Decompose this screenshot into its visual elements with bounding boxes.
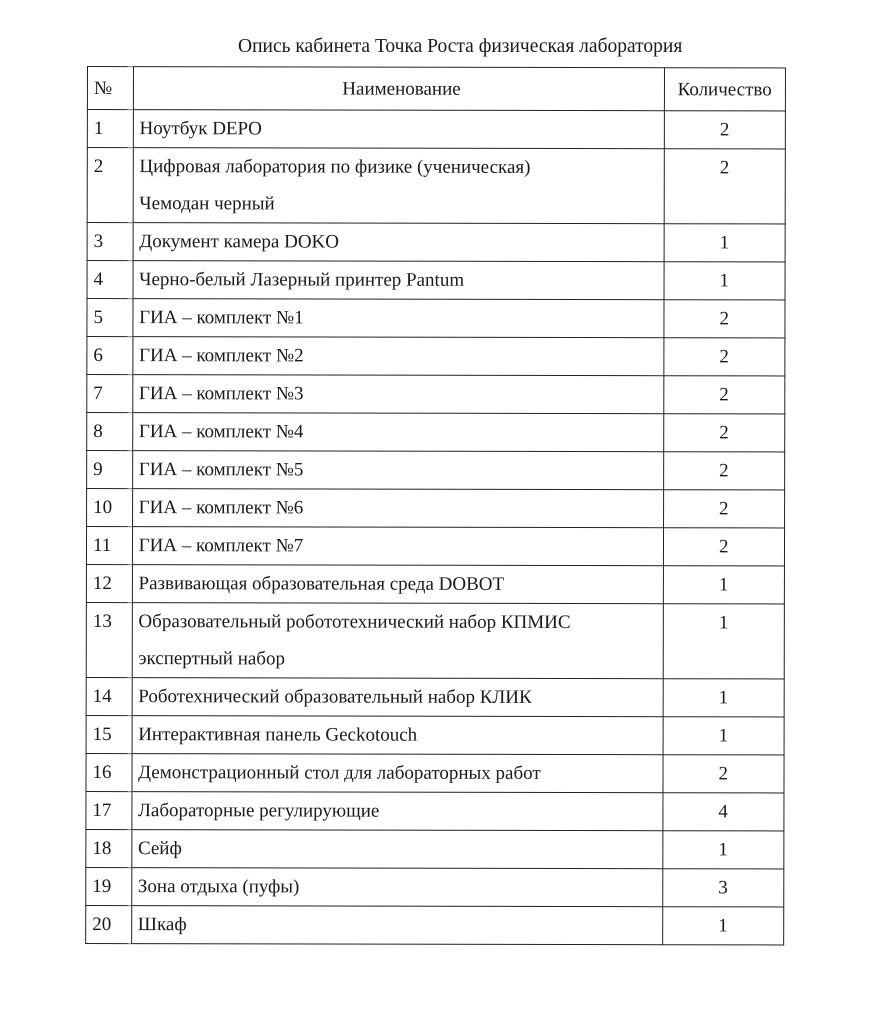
table-row xyxy=(86,602,784,678)
row-number: 17 xyxy=(86,791,132,829)
item-quantity: 1 xyxy=(663,604,785,679)
table-row xyxy=(86,905,784,944)
item-name-line: Образовательный робототехнический набор КПМИС xyxy=(138,611,571,634)
item-name: Развивающая образовательная среда DOBOT xyxy=(132,565,663,604)
row-number: 16 xyxy=(86,753,132,791)
item-quantity: 2 xyxy=(663,414,785,452)
table-row xyxy=(87,489,785,528)
item-name: ГИА – комплект №5 xyxy=(132,451,663,490)
item-name: Интерактивная панель Geckotouch xyxy=(132,716,663,755)
item-quantity: 1 xyxy=(662,831,784,869)
item-name-line: экспертный набор xyxy=(138,648,286,670)
table-row xyxy=(87,451,785,490)
inventory-table xyxy=(85,66,786,945)
item-name: ГИА – комплект №7 xyxy=(132,527,663,566)
item-name: ГИА – комплект №6 xyxy=(132,489,663,528)
item-quantity: 1 xyxy=(664,262,786,300)
item-quantity: 2 xyxy=(663,490,785,528)
row-number: 3 xyxy=(87,223,133,261)
item-name: Ноутбук DEPO xyxy=(133,110,664,149)
item-name: Сейф xyxy=(131,830,662,869)
item-name xyxy=(132,603,663,679)
item-quantity: 1 xyxy=(664,224,786,262)
item-quantity: 1 xyxy=(663,717,785,755)
item-name: Шкаф xyxy=(131,906,662,945)
item-quantity: 2 xyxy=(663,300,785,338)
item-name: Документ камера DOKO xyxy=(133,223,664,262)
item-name: ГИА – комплект №2 xyxy=(132,337,663,376)
document-title: Опись кабинета Точка Роста физическая лаборатория xyxy=(238,36,683,57)
item-quantity: 2 xyxy=(664,149,786,224)
item-quantity: 1 xyxy=(662,907,784,945)
table-row xyxy=(86,677,784,716)
item-name: Лабораторные регулирующие xyxy=(132,792,663,831)
item-quantity: 2 xyxy=(663,528,785,566)
item-name: Роботехнический образовательный набор КЛИК xyxy=(132,678,663,717)
row-number: 18 xyxy=(86,829,132,867)
table-row xyxy=(86,753,784,792)
row-number: 15 xyxy=(86,715,132,753)
table-row xyxy=(87,413,785,452)
table-row xyxy=(86,564,784,603)
item-name: Демонстрационный стол для лабораторных работ xyxy=(132,754,663,793)
item-name-line: Цифровая лаборатория по физике (ученическая) xyxy=(139,156,531,178)
row-number: 12 xyxy=(86,564,132,602)
table-row xyxy=(86,867,784,906)
row-number: 8 xyxy=(87,413,133,451)
table-header-row xyxy=(87,67,785,111)
table-row xyxy=(87,148,785,224)
item-name: ГИА – комплект №4 xyxy=(132,413,663,452)
header-quantity: Количество xyxy=(664,68,786,111)
row-number: 2 xyxy=(87,148,133,223)
table-row xyxy=(86,829,784,868)
item-name-line: Чемодан черный xyxy=(139,193,275,215)
row-number: 6 xyxy=(87,337,133,375)
item-quantity: 4 xyxy=(662,793,784,831)
item-quantity: 3 xyxy=(662,869,784,907)
item-quantity: 2 xyxy=(664,111,786,149)
table-row xyxy=(87,375,785,414)
header-number: № xyxy=(87,67,133,110)
item-quantity: 1 xyxy=(663,566,785,604)
header-name: Наименование xyxy=(133,67,664,111)
item-name: Черно-белый Лазерный принтер Pantum xyxy=(133,261,664,300)
table-row xyxy=(86,791,784,830)
item-quantity: 1 xyxy=(663,679,785,717)
row-number: 5 xyxy=(87,299,133,337)
row-number: 19 xyxy=(86,867,132,905)
row-number: 1 xyxy=(87,110,133,148)
row-number: 14 xyxy=(86,677,132,715)
row-number: 4 xyxy=(87,261,133,299)
row-number: 7 xyxy=(87,375,133,413)
table-row xyxy=(86,715,784,754)
table-row xyxy=(87,261,785,300)
item-name: ГИА – комплект №1 xyxy=(133,299,664,338)
row-number: 11 xyxy=(86,527,132,565)
item-quantity: 2 xyxy=(662,755,784,793)
row-number: 20 xyxy=(86,905,132,943)
item-quantity: 2 xyxy=(663,376,785,414)
table-row xyxy=(87,299,785,338)
table-row xyxy=(87,110,785,149)
row-number: 9 xyxy=(87,451,133,489)
table-row xyxy=(87,337,785,376)
item-quantity: 2 xyxy=(663,338,785,376)
item-name: ГИА – комплект №3 xyxy=(132,375,663,414)
table-row xyxy=(86,527,784,566)
row-number: 10 xyxy=(87,489,133,527)
item-quantity: 2 xyxy=(663,452,785,490)
item-name: Зона отдыха (пуфы) xyxy=(131,868,662,907)
item-name xyxy=(133,148,664,224)
table-row xyxy=(87,223,785,262)
row-number: 13 xyxy=(86,602,132,677)
